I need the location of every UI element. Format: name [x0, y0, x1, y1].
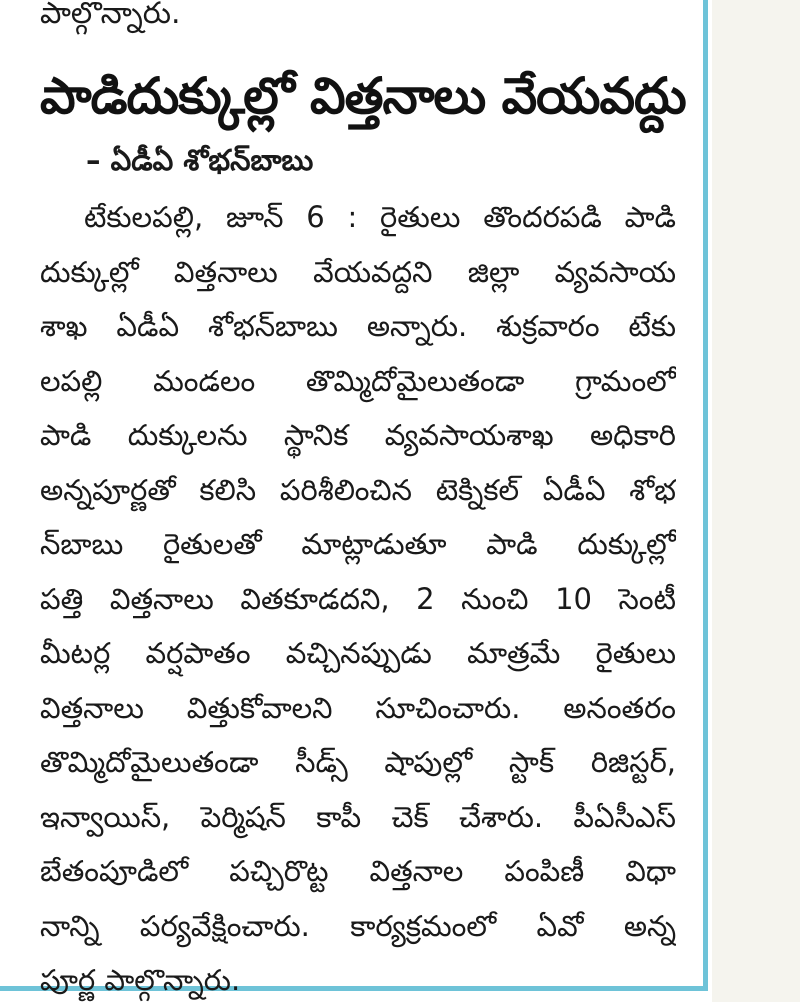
column-border-right [703, 0, 708, 990]
body-line: పత్తి విత్తనాలు వితకూడదని, 2 నుంచి 10 సెంటీ [40, 581, 676, 616]
article-headline: పాడిదుక్కుల్లో విత్తనాలు వేయవద్దు [40, 67, 686, 125]
body-line: దుక్కుల్లో విత్తనాలు వేయవద్దని జిల్లా వ్యవసాయ [40, 254, 676, 289]
body-line: బేతంపూడిలో పచ్చిరొట్ట విత్తనాల పంపిణీ విధా [40, 854, 676, 888]
body-line: నాన్ని పర్యవేక్షించారు. కార్యక్రమంలో ఏవో అన్న [40, 908, 676, 943]
body-line: లపల్లి మండలం తొమ్మిదోమైలుతండా గ్రామంలో [40, 363, 676, 398]
body-line: ఇన్వాయిస్, పెర్మిషన్ కాపీ చెక్ చేశారు. పీఏసీఎస్ [40, 799, 676, 834]
body-line: తొమ్మిదోమైలుతండా సీడ్స్ షాపుల్లో స్టాక్ రిజిస్టర్, [40, 745, 676, 779]
body-line: పూర్ణ పాల్గొన్నారు. [40, 963, 241, 997]
body-line: శాఖ ఏడీఏ శోభన్‌బాబు అన్నారు. శుక్రవారం టేకు [40, 309, 676, 343]
body-line: న్‌బాబు రైతులతో మాట్లాడుతూ పాడి దుక్కుల్లో [40, 527, 676, 561]
body-line: విత్తనాలు విత్తుకోవాలని సూచించారు. అనంతరం [40, 690, 676, 725]
article-body [40, 190, 676, 1002]
body-line: పాడి దుక్కులను స్థానిక వ్యవసాయశాఖ అధికారి [40, 418, 676, 452]
body-line: టేకులపల్లి, జూన్ 6 : రైతులు తొందరపడి పాడి [84, 200, 676, 234]
body-line: మీటర్ల వర్షపాతం వచ్చినప్పుడు మాత్రమే రైతులు [40, 636, 676, 670]
article-byline: – ఏడీఏ శోభన్‌బాబు [86, 143, 314, 177]
page-margin [712, 0, 800, 1002]
body-line: అన్నపూర్ణతో కలిసి పరిశీలించిన టెక్నికల్ ఏడీఏ శోభ [40, 472, 676, 507]
previous-article-tail: పాల్గొన్నారు. [40, 0, 181, 31]
